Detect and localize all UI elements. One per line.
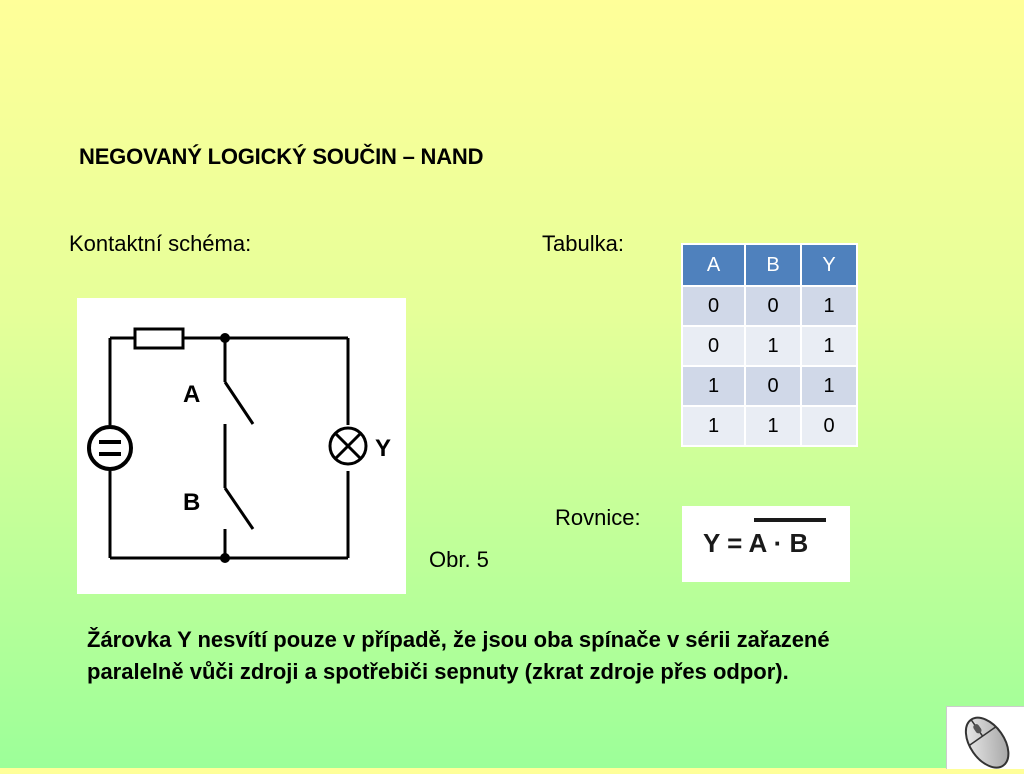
equation-box [682,506,850,582]
table-cell: 1 [682,406,745,446]
description [87,624,937,688]
table-row [682,366,857,406]
switch-b-label: B [183,489,201,516]
truth-table [681,243,858,447]
table-cell: 0 [682,326,745,366]
figure-caption: Obr. 5 [429,547,489,572]
mouse-icon[interactable] [946,706,1024,769]
resistor [135,329,183,348]
table-header-a: A [682,244,745,286]
switch-a-label: A [183,381,201,408]
table-label: Tabulka: [542,231,624,256]
table-cell: 0 [745,286,801,326]
table-header-row [682,244,857,286]
table-row [682,286,857,326]
description-line: Žárovka Y nesvítí pouze v případě, že jsou oba spínače v sérii zařazené [87,627,830,652]
table-row [682,406,857,446]
dc-source [89,427,131,469]
table-cell: 1 [745,406,801,446]
table-cell: 1 [801,326,857,366]
negation-bar [754,518,826,522]
table-cell: 0 [682,286,745,326]
table-cell: 1 [801,366,857,406]
lamp-label: Y [375,435,392,462]
table-header-y: Y [801,244,857,286]
description-line: paralelně vůči zdroji a spotřebiči sepnuty (zkrat zdroje přes odpor). [87,659,789,684]
switch-b-blade [225,488,253,529]
equation-label: Rovnice: [555,505,641,530]
switch-a-blade [225,382,253,424]
table-cell: 0 [801,406,857,446]
slide-title: NEGOVANÝ LOGICKÝ SOUČIN – NAND [79,144,484,169]
table-cell: 1 [745,326,801,366]
schema-label: Kontaktní schéma: [69,231,252,256]
node-top [220,333,230,343]
table-cell: 1 [682,366,745,406]
table-cell: 1 [801,286,857,326]
table-header-b: B [745,244,801,286]
circuit-diagram [77,298,406,594]
node-bottom [220,553,230,563]
equation-text: Y = A · B [703,528,809,558]
table-row [682,326,857,366]
table-cell: 0 [745,366,801,406]
